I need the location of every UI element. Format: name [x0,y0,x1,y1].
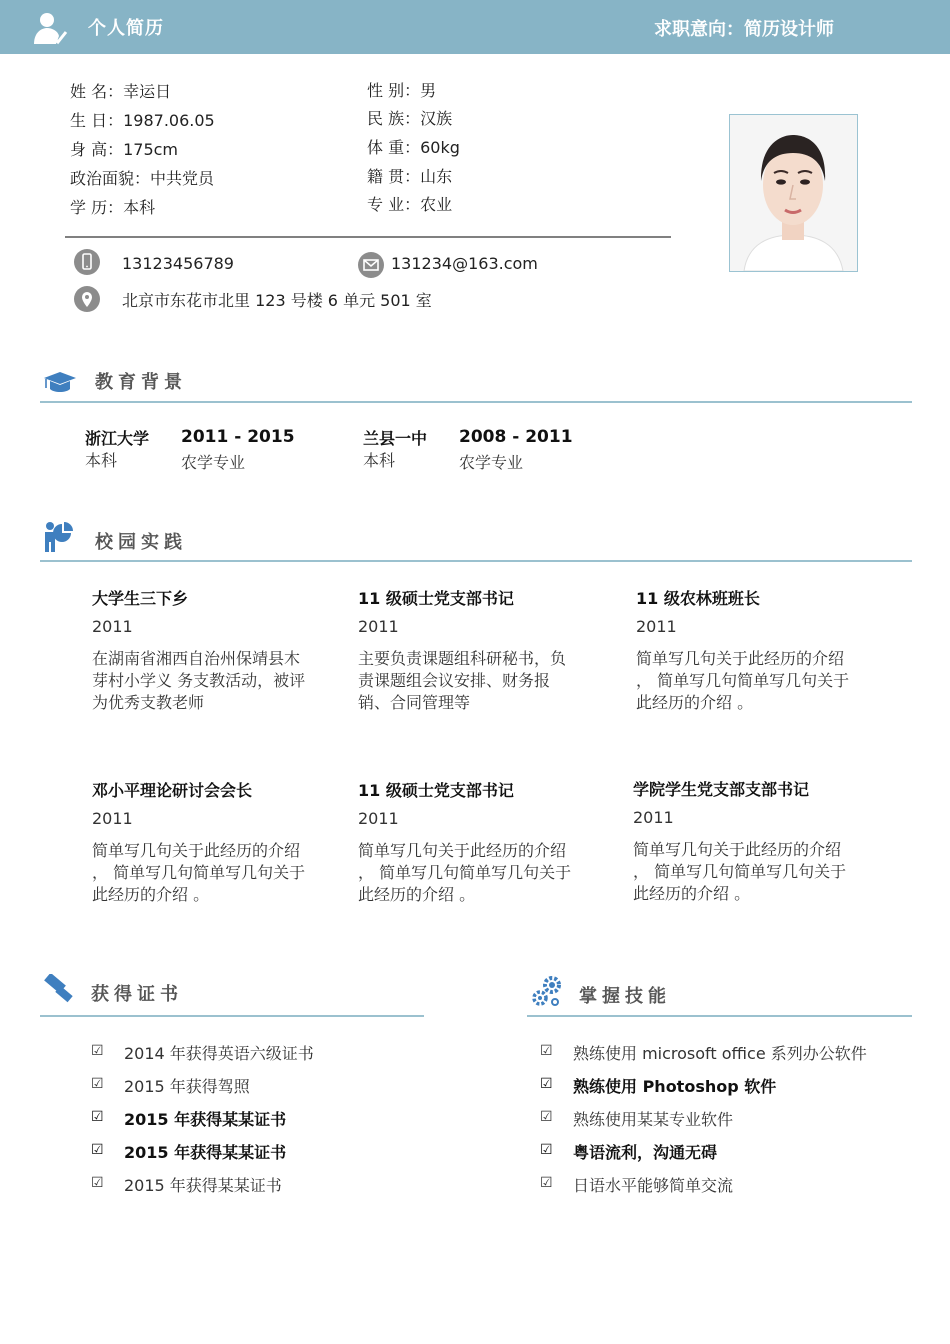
practice-item-title: 学院学生党支部支部书记 [633,780,810,799]
certificate-item: 2014 年获得英语六级证书 [124,1044,314,1063]
checkbox-icon: ☑ [91,1109,104,1125]
practice-item-desc: 简单写几句关于此经历的介绍 ， 简单写几句简单写几句关于此经历的介绍 。 [358,841,572,904]
phone-icon [74,249,100,275]
certificates-title: 获得证书 [91,984,183,1005]
practice-title: 校园实践 [95,532,187,553]
practice-item-year: 2011 [358,809,399,828]
presentation-icon [42,520,74,554]
edu-school-1: 浙江大学 [85,429,150,448]
job-objective: 求职意向：简历设计师 [654,19,834,40]
edu-degree-1: 本科 [85,451,118,470]
practice-item-year: 2011 [358,617,399,636]
practice-item-title: 11 级农林班班长 [636,589,760,608]
education-line [40,401,912,403]
certificate-icon [42,974,76,1006]
practice-item-year: 2011 [633,808,674,827]
info-ethnicity: 民 族：汉族 [367,109,453,128]
skills-title: 掌握技能 [579,986,671,1007]
certificate-item: 2015 年获得某某证书 [124,1110,287,1129]
edu-school-2: 兰县一中 [363,429,428,448]
practice-item-year: 2011 [92,617,133,636]
education-title: 教育背景 [95,372,187,393]
skills-line [527,1015,912,1017]
practice-item-year: 2011 [92,809,133,828]
edu-major-2: 农学专业 [459,453,524,472]
info-major: 专 业：农业 [367,195,453,214]
practice-item-desc: 简单写几句关于此经历的介绍 ， 简单写几句简单写几句关于此经历的介绍 。 [636,649,850,712]
user-icon [32,10,68,46]
practice-item-title: 邓小平理论研讨会会长 [92,781,253,800]
phone-number: 13123456789 [122,254,234,273]
practice-item-title: 大学生三下乡 [92,589,189,608]
home-address: 北京市东花市北里 123 号楼 6 单元 501 室 [122,291,432,310]
edu-years-2: 2008 - 2011 [459,427,573,447]
practice-line [40,560,912,562]
practice-item-title: 11 级硕士党支部书记 [358,781,514,800]
edu-years-1: 2011 - 2015 [181,427,295,447]
info-weight: 体 重：60kg [367,138,460,157]
graduation-cap-icon [42,368,78,398]
info-gender: 性 别：男 [367,81,437,100]
checkbox-icon: ☑ [540,1109,553,1125]
practice-item-desc: 简单写几句关于此经历的介绍 ， 简单写几句简单写几句关于此经历的介绍 。 [633,840,847,903]
checkbox-icon: ☑ [91,1043,104,1059]
checkbox-icon: ☑ [91,1142,104,1158]
certificate-item: 2015 年获得驾照 [124,1077,250,1096]
checkbox-icon: ☑ [540,1043,553,1059]
checkbox-icon: ☑ [91,1076,104,1092]
certificate-item: 2015 年获得某某证书 [124,1143,287,1162]
certificates-line [40,1015,424,1017]
checkbox-icon: ☑ [540,1076,553,1092]
edu-major-1: 农学专业 [181,453,246,472]
info-political: 政治面貌：中共党员 [70,169,215,188]
practice-item-desc: 主要负责课题组科研秘书，负责课题组会议安排、财务报销、合同管理等 [358,649,567,712]
info-birthday: 生 日：1987.06.05 [70,111,215,130]
email-address: 131234@163.com [391,254,538,273]
header-title: 个人简历 [88,18,164,39]
email-icon [358,252,384,278]
checkbox-icon: ☑ [540,1142,553,1158]
info-divider [65,236,671,238]
header-bar [0,0,950,54]
gears-icon [530,974,566,1008]
info-height: 身 高：175cm [70,140,179,159]
checkbox-icon: ☑ [540,1175,553,1191]
skill-item: 粤语流利，沟通无碍 [573,1143,718,1162]
info-education: 学 历：本科 [70,198,156,217]
portrait-image [730,115,857,271]
practice-item-title: 11 级硕士党支部书记 [358,589,514,608]
info-hometown: 籍 贯：山东 [367,167,453,186]
skill-item: 日语水平能够简单交流 [573,1176,734,1195]
practice-item-year: 2011 [636,617,677,636]
certificate-item: 2015 年获得某某证书 [124,1176,282,1195]
profile-photo [729,114,858,272]
edu-degree-2: 本科 [363,451,396,470]
info-name: 姓 名：幸运日 [70,82,172,101]
location-icon [74,286,100,312]
checkbox-icon: ☑ [91,1175,104,1191]
practice-item-desc: 在湖南省湘西自治州保靖县木芽村小学义 务支教活动，被评为优秀支教老师 [92,649,306,712]
skill-item: 熟练使用 Photoshop 软件 [573,1077,777,1096]
skill-item: 熟练使用某某专业软件 [573,1110,734,1129]
skill-item: 熟练使用 microsoft office 系列办公软件 [573,1044,867,1063]
practice-item-desc: 简单写几句关于此经历的介绍 ， 简单写几句简单写几句关于此经历的介绍 。 [92,841,306,904]
